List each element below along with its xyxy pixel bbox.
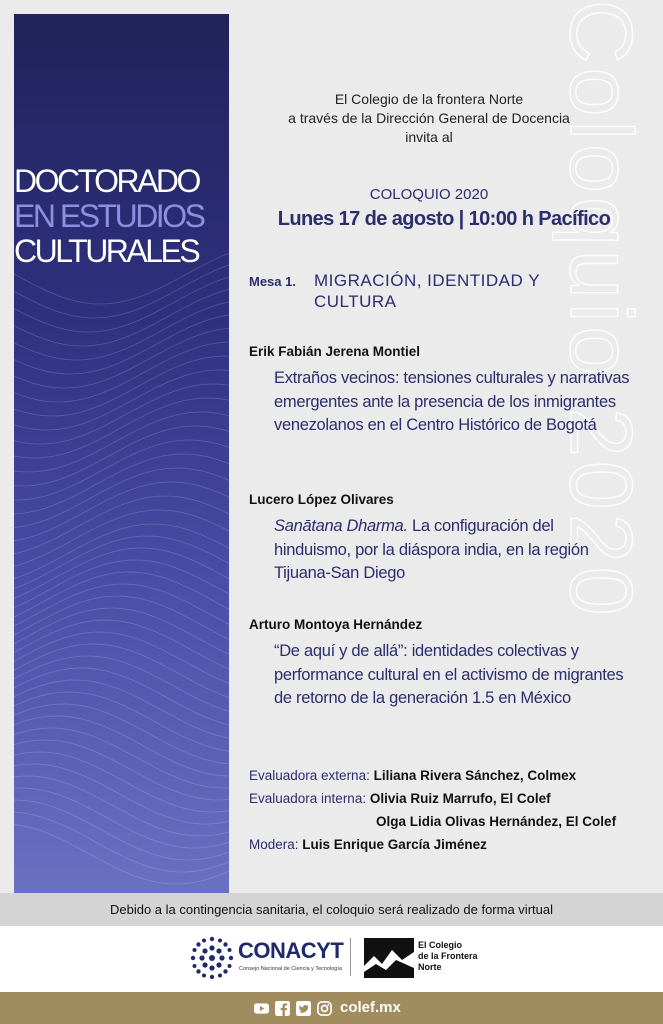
wave-line [14, 680, 229, 738]
committee-row-internal-2 [249, 810, 659, 833]
external-evaluator-label: Evaluadora externa: [249, 768, 370, 783]
invitation-line-1: El Colegio de la frontera Norte [334, 91, 524, 107]
colef-name-line-3: Norte [418, 962, 442, 972]
committee-row-internal [249, 787, 659, 810]
wave-line [14, 825, 229, 884]
wave-line [14, 342, 229, 402]
committee-list [249, 764, 659, 856]
conacyt-name: CONACYT [238, 938, 344, 963]
wave-line [14, 412, 229, 472]
wave-line [14, 524, 229, 579]
wave-line [14, 370, 229, 430]
wave-line [14, 384, 229, 444]
event-name: COLOQUIO 2020 [369, 186, 489, 203]
wave-line [14, 716, 229, 776]
talk-title-3: “De aquí y de allá”: identidades colectivas y performance cultural en el activismo de migrantes de retorno de la generación 1.5 en México [274, 642, 624, 707]
facebook-icon[interactable] [275, 1001, 290, 1016]
internal-evaluator-label: Evaluadora interna: [249, 791, 367, 806]
conacyt-logo-icon [188, 934, 236, 982]
talk-title-2 [274, 515, 634, 586]
wave-line [14, 265, 229, 318]
wave-line [14, 812, 229, 872]
wave-line [14, 608, 229, 654]
program-title-line-2: EN ESTUDIOS [14, 198, 204, 234]
wave-line [14, 764, 229, 824]
panel-prefix: Mesa 1. [249, 274, 296, 289]
wave-line [14, 752, 229, 812]
wave-line [14, 692, 229, 751]
invitation-text [269, 90, 589, 147]
wave-line [14, 584, 229, 626]
wave-line [14, 596, 229, 639]
internal-evaluator-name-2: Olga Lidia Olivas Hernández, El Colef [376, 814, 617, 829]
invitation-line-2: a través de la Dirección General de Docencia [288, 110, 570, 126]
wave-line [14, 328, 229, 388]
committee-row-moderator [249, 833, 659, 856]
wave-line [14, 468, 229, 528]
moderator-label: Modera: [249, 837, 299, 852]
wave-line [14, 302, 229, 360]
speaker-name-3: Arturo Montoya Hernández [249, 617, 423, 632]
wave-line [14, 496, 229, 554]
moderator-name: Luis Enrique García Jiménez [302, 837, 487, 852]
speaker-name-2: Lucero López Olivares [249, 492, 394, 507]
wave-line [14, 482, 229, 541]
footer-bar [0, 992, 663, 1024]
wave-line [14, 776, 229, 836]
program-title-line-3: CULTURALES [14, 233, 199, 269]
talk-title-1: Extraños vecinos: tensiones culturales y narrativas emergentes ante la presencia de los inmigrantes venezolanos en el Centro Histórico de Bogotá [274, 369, 630, 434]
colef-name [418, 940, 488, 973]
logo-divider [350, 938, 351, 976]
notice-text: Debido a la contingencia sanitaria, el coloquio será realizado de forma virtual [110, 902, 553, 917]
wave-line [14, 644, 229, 698]
content-column [229, 0, 663, 893]
event-date: Lunes 17 de agosto | 10:00 h Pacífico [277, 208, 611, 230]
program-title [14, 164, 244, 269]
instagram-icon[interactable] [317, 1001, 332, 1016]
wave-line [14, 572, 229, 617]
wave-line [14, 800, 229, 860]
website-link[interactable]: colef.mx [340, 999, 401, 1016]
talk-title-2-italic: Sanātana Dharma. [274, 517, 408, 535]
wave-line [14, 426, 229, 486]
youtube-icon[interactable] [254, 1001, 269, 1016]
colef-name-line-1: El Colegio [418, 940, 463, 950]
internal-evaluator-name-1: Olivia Ruiz Marrufo, El Colef [369, 791, 551, 806]
wave-line [14, 728, 229, 788]
speaker-name-1: Erik Fabián Jerena Montiel [249, 344, 421, 359]
external-evaluator-name: Liliana Rivera Sánchez, Colmex [373, 768, 577, 783]
notice-bar [0, 893, 663, 926]
committee-row-external [249, 764, 659, 787]
wave-line [14, 788, 229, 848]
wave-line [14, 510, 229, 566]
logos-strip [0, 926, 663, 992]
wave-lines-decoration [14, 14, 229, 893]
coloquio-watermark: Coloquio 2020 [552, 0, 651, 620]
conacyt-subtitle: Consejo Nacional de Ciencia y Tecnología [239, 966, 342, 972]
colef-name-line-2: de la Frontera [418, 951, 478, 961]
program-title-line-1: DOCTORADO [14, 163, 199, 199]
decorative-left-panel [14, 14, 229, 893]
colef-logo-icon [364, 938, 414, 978]
twitter-icon[interactable] [296, 1001, 311, 1016]
invitation-line-3: invita al [405, 129, 453, 145]
talk-title-2-rest: La configuración del hinduismo, por la diáspora india, en la región Tijuana-San Diego [274, 517, 589, 582]
panel-title: MIGRACIÓN, IDENTIDAD Y CULTURA [314, 271, 540, 311]
wave-line [14, 289, 229, 346]
wave-line [14, 548, 229, 598]
